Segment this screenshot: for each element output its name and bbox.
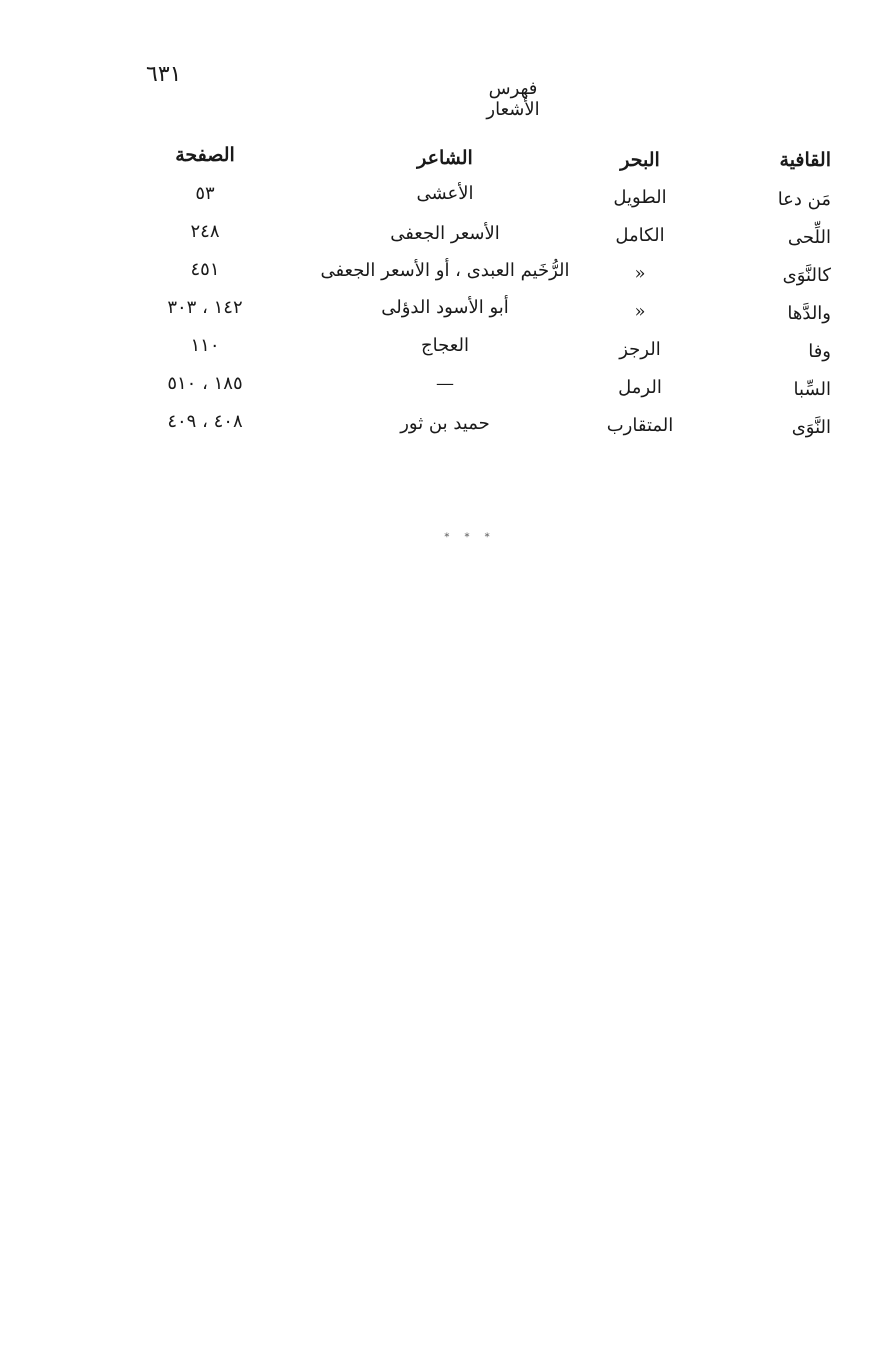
row-5-rhyme: وفا bbox=[808, 341, 831, 362]
row-2-meter: الكامل bbox=[615, 225, 665, 246]
row-4-page: ١٤٢ ، ٣٠٣ bbox=[167, 297, 243, 318]
row-5-page: ١١٠ bbox=[190, 335, 220, 356]
row-7-page: ٤٠٨ ، ٤٠٩ bbox=[167, 411, 243, 432]
row-1-rhyme: مَن دعا bbox=[777, 189, 831, 210]
row-7-rhyme: النَّوَى bbox=[791, 417, 831, 438]
row-1-page: ٥٣ bbox=[195, 183, 215, 204]
section-divider: * * * bbox=[444, 532, 496, 543]
row-3-poet: الرُّخَيم العبدى ، أو الأسعر الجعفى bbox=[320, 260, 570, 281]
header-rhyme: القافية bbox=[779, 149, 831, 171]
running-head: فهرس الأشعار bbox=[486, 78, 540, 120]
row-2-rhyme: اللِّحى bbox=[787, 227, 831, 248]
header-meter: البحر bbox=[620, 149, 660, 171]
page-number: ٦٣١ bbox=[146, 62, 182, 87]
row-2-page: ٢٤٨ bbox=[190, 221, 220, 242]
row-1-meter: الطويل bbox=[613, 187, 667, 208]
row-1-poet: الأعشى bbox=[416, 183, 474, 204]
row-6-page: ١٨٥ ، ٥١٠ bbox=[167, 373, 243, 394]
row-4-poet: أبو الأسود الدؤلى bbox=[381, 297, 509, 318]
header-poet: الشاعر bbox=[417, 147, 473, 169]
row-4-rhyme: والدَّها bbox=[787, 303, 831, 324]
row-3-meter: « bbox=[634, 263, 646, 284]
row-6-poet: — bbox=[436, 373, 454, 394]
row-4-meter: « bbox=[634, 301, 646, 322]
row-6-rhyme: السِّبا bbox=[793, 379, 831, 400]
row-6-meter: الرمل bbox=[618, 377, 662, 398]
row-3-page: ٤٥١ bbox=[190, 259, 220, 280]
row-7-poet: حميد بن ثور bbox=[400, 413, 490, 434]
row-2-poet: الأسعر الجعفى bbox=[390, 223, 500, 244]
row-3-rhyme: كالنَّوَى bbox=[782, 265, 831, 286]
row-7-meter: المتقارب bbox=[606, 415, 674, 436]
row-5-poet: العجاج bbox=[421, 335, 469, 356]
row-5-meter: الرجز bbox=[619, 339, 661, 360]
header-page: الصفحة bbox=[175, 144, 235, 166]
